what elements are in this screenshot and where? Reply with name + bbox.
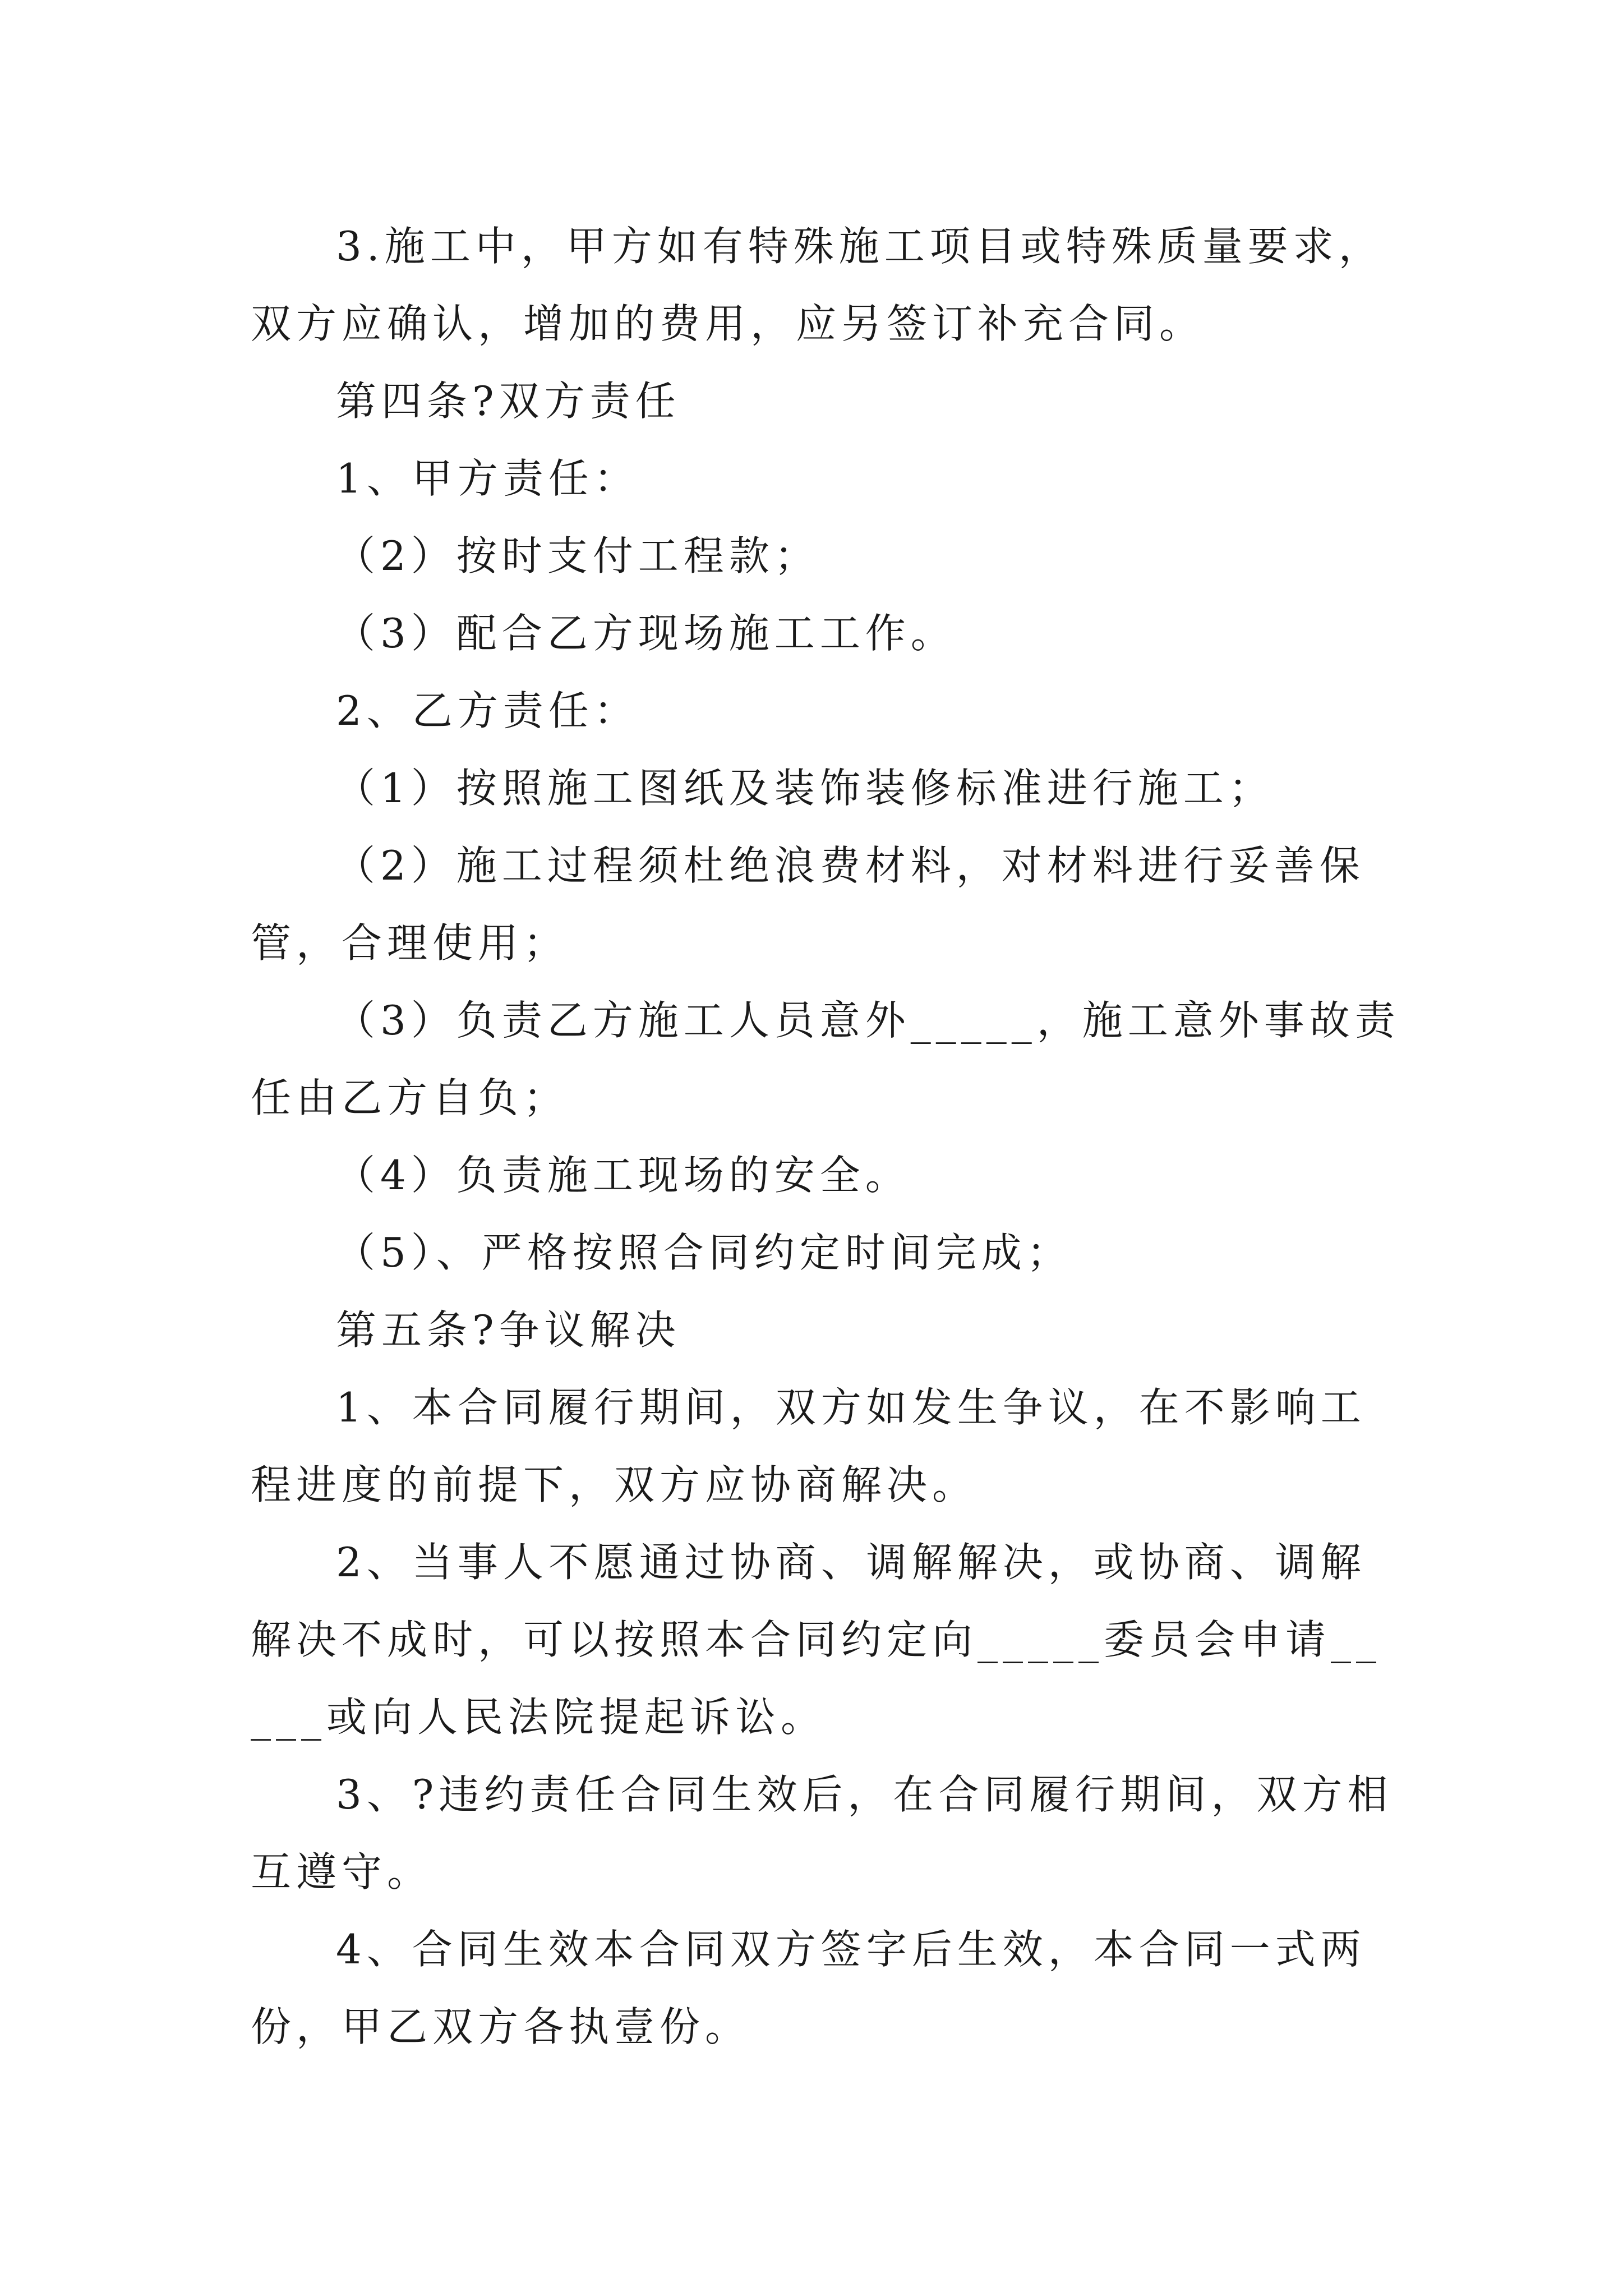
paragraph-party-a-item-2: （2）按时支付工程款； — [335, 532, 820, 579]
paragraph-party-b-item-3: （3）负责乙方施工人员意外_____，施工意外事故责任由乙方自负； — [251, 997, 1400, 1121]
document-body — [251, 208, 1406, 2065]
paragraph-dispute-4: 4、合同生效本合同双方签字后生效，本合同一式两份，甲乙双方各执壹份。 — [251, 1926, 1366, 2050]
paragraph-party-b-item-4: （4）负责施工现场的安全。 — [335, 1152, 911, 1199]
paragraph-dispute-3: 3、?违约责任合同生效后，在合同履行期间，双方相互遵守。 — [251, 1771, 1393, 1895]
heading-article-5: 第五条?争议解决 — [336, 1306, 681, 1354]
heading-article-4: 第四条?双方责任 — [336, 378, 681, 425]
paragraph-party-b-duties: 2、乙方责任： — [336, 687, 639, 734]
paragraph-dispute-2: 2、当事人不愿通过协商、调解解决，或协商、调解解决不成时，可以按照本合同约定向_____委员会申请_____或向人民法院提起诉讼。 — [251, 1539, 1382, 1741]
paragraph-party-b-item-2: （2）施工过程须杜绝浪费材料，对材料进行妥善保管，合理使用； — [251, 842, 1365, 967]
paragraph-clause-3-special-items: 3.施工中，甲方如有特殊施工项目或特殊质量要求，双方应确认，增加的费用，应另签订补充合同。 — [251, 223, 1384, 347]
paragraph-dispute-1: 1、本合同履行期间，双方如发生争议，在不影响工程进度的前提下，双方应协商解决。 — [251, 1384, 1366, 1508]
paragraph-party-a-duties: 1、甲方责任： — [336, 455, 639, 502]
paragraph-party-b-item-5: （5）、严格按照合同约定时间完成； — [335, 1229, 1072, 1276]
paragraph-party-b-item-1: （1）按照施工图纸及装饰装修标准进行施工； — [335, 765, 1274, 812]
paragraph-party-a-item-3: （3）配合乙方现场施工工作。 — [335, 610, 956, 657]
